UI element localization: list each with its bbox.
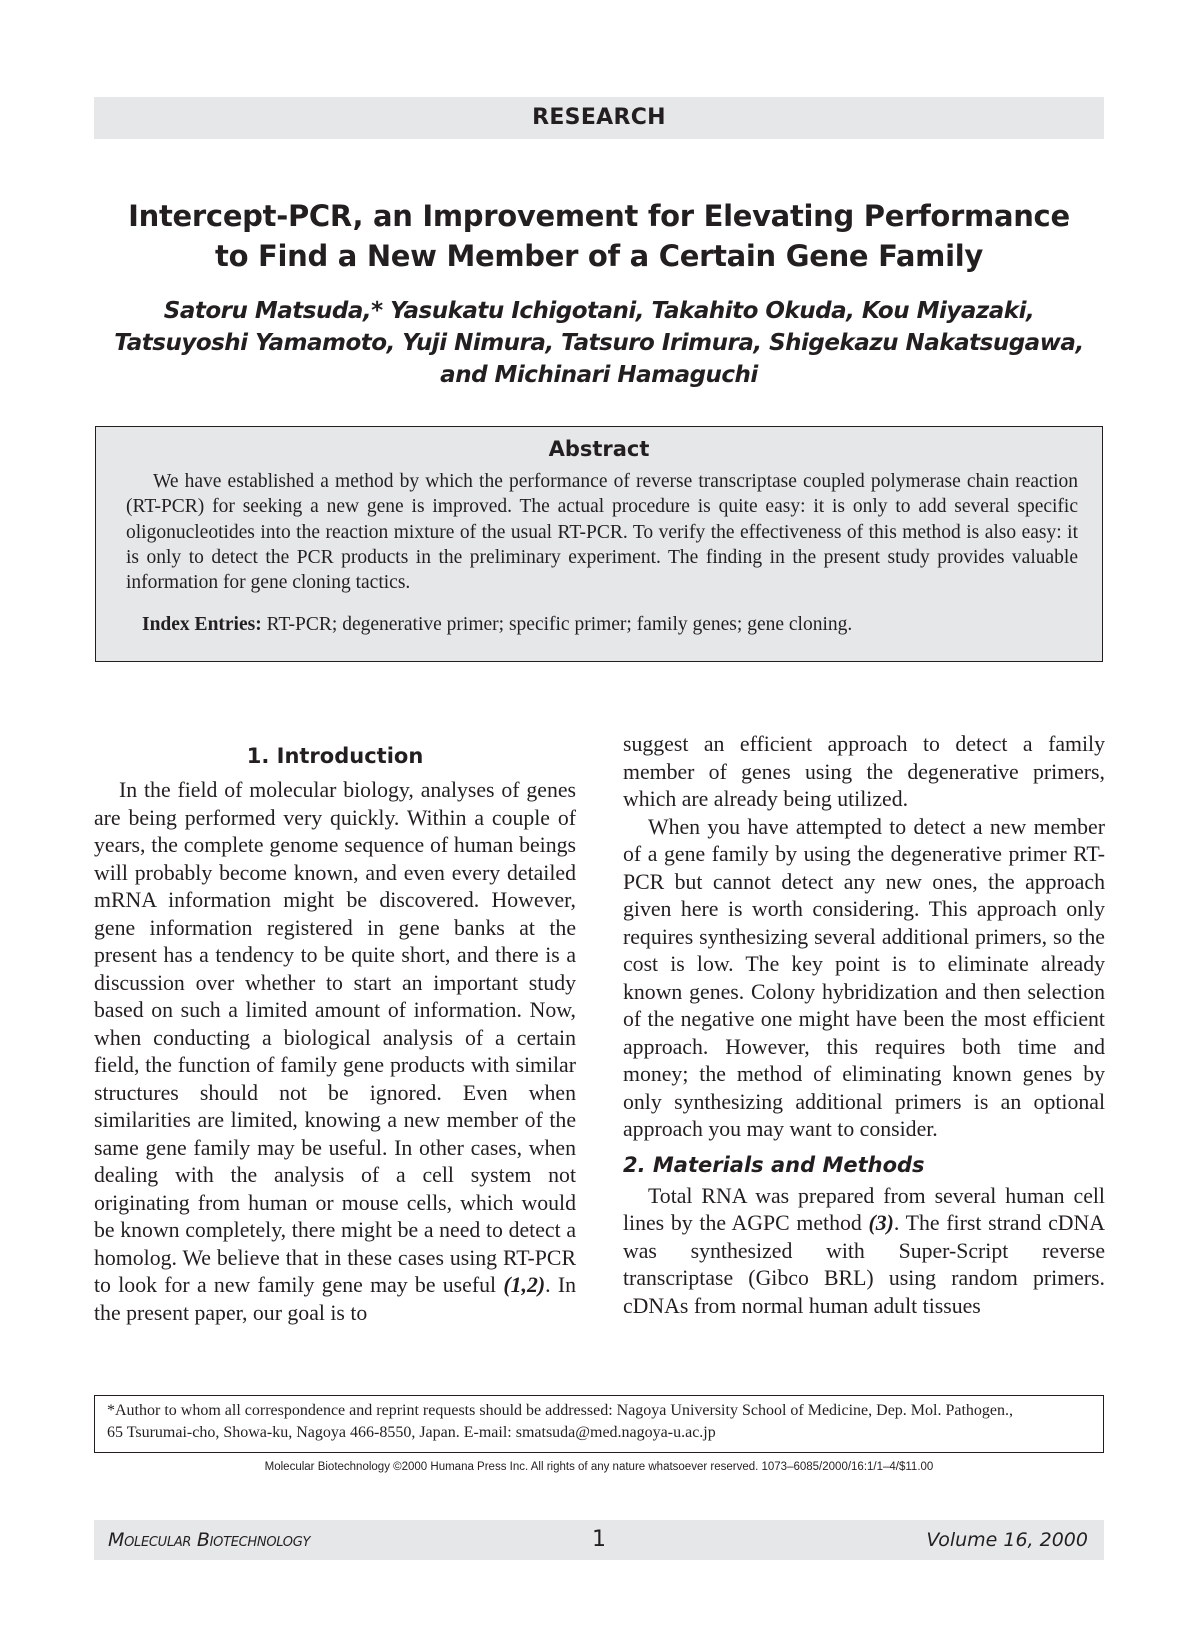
footnote-line-2: 65 Tsurumai-cho, Showa-ku, Nagoya 466-8550, Japan. E-mail: smatsuda@med.nagoya-u.ac.jp	[107, 1424, 716, 1441]
introduction-paragraph-2: When you have attempted to detect a new member of a gene family by using the degenerative primer RT-PCR but cannot detect any new ones, the approach given here is worth considering. This approach only requires synthesizing several additional primers, so the cost is low. The key point is to eliminate already known genes. Colony hybridization and then selection of the negative one might have been the most efficient approach. However, this requires both time and money; the method of eliminating known genes by only synthesizing additional primers is an optional approach you may want to consider.	[623, 814, 1105, 1141]
footer-volume: Volume 16, 2000	[926, 1529, 1088, 1551]
abstract-box	[95, 426, 1103, 662]
abstract-heading: Abstract	[548, 437, 650, 461]
citation-1-2: (1,2)	[503, 1273, 546, 1297]
right-column	[623, 731, 1105, 1320]
introduction-paragraph-1-continued: suggest an efficient approach to detect a family member of genes using the degenerative primers, which are already being utilized.	[623, 732, 1105, 811]
index-entries-terms: RT-PCR; degenerative primer; specific primer; family genes; gene cloning.	[261, 614, 853, 635]
introduction-paragraph-1	[94, 777, 576, 1327]
section-header: RESEARCH	[94, 97, 1104, 139]
abstract-text: We have established a method by which the performance of reverse transcriptase coupled polymerase chain reaction (RT-PCR) for seeking a new gene is improved. The actual procedure is quite easy: it is only to add several specific oligonucleotides into the reaction mixture of the usual RT-PCR. To verify the effectiveness of this method is also easy: it is only to detect the PCR products in the preliminary experiment. The finding in the present study provides valuable information for gene cloning tactics.	[126, 471, 1078, 594]
methods-paragraph-1	[623, 1183, 1105, 1321]
introduction-heading: 1. Introduction	[246, 744, 424, 768]
left-column	[94, 742, 576, 1327]
methods-text-b: . The first strand cDNA was synthesized with Super-Script reverse transcriptase (Gibco BRL) using random primers. cDNAs from normal human adult tissues	[623, 1211, 1105, 1318]
page-number: 1	[592, 1527, 606, 1552]
article-title	[94, 196, 1104, 276]
page-footer	[94, 1520, 1104, 1560]
authors-line-1: Satoru Matsuda,* Yasukatu Ichigotani, Takahito Okuda, Kou Miyazaki,	[163, 298, 1035, 324]
methods-heading: 2. Materials and Methods	[623, 1152, 925, 1177]
index-entries	[126, 612, 1078, 637]
intro-text-a: In the field of molecular biology, analyses of genes are being performed very quickly. Within a couple of years, the complete genome sequence of human beings will probably become known, and even every detailed mRNA information might be discovered. However, gene information registered in gene banks at the present has a tendency to be quite short, and there is a discussion over whether to start an important study based on such a limited amount of information. Now, when conducting a biological analysis of a certain field, the function of family gene products with similar structures should not be ignored. Even when similarities are limited, knowing a new member of the same gene family may be useful. In other cases, when dealing with the analysis of a cell system not originating from human or mouse cells, which would be known completely, there might be a need to detect a homolog. We believe that in these cases using RT-PCR to look for a new family gene may be useful	[94, 778, 576, 1297]
intro-text-b: . In the present paper, our goal is to	[94, 1273, 576, 1325]
correspondence-footnote	[94, 1395, 1104, 1453]
methods-text-a: Total RNA was prepared from several human cell lines by the AGPC method	[623, 1183, 1105, 1235]
authors-line-2: Tatsuyoshi Yamamoto, Yuji Nimura, Tatsuro Irimura, Shigekazu Nakatsugawa,	[114, 330, 1084, 356]
title-line-1: Intercept-PCR, an Improvement for Elevating Performance	[128, 199, 1070, 233]
citation-3: (3)	[868, 1211, 894, 1235]
footer-journal-name: Molecular Biotechnology	[108, 1529, 311, 1551]
footnote-line-1: *Author to whom all correspondence and reprint requests should be addressed: Nagoya University School of Medicine, Dep. Mol. Pathogen.,	[107, 1402, 1014, 1419]
index-entries-label: Index Entries:	[142, 614, 262, 635]
author-list	[94, 295, 1104, 391]
title-line-2: to Find a New Member of a Certain Gene Family	[215, 239, 983, 273]
copyright-notice: Molecular Biotechnology ©2000 Humana Press Inc. All rights of any nature whatsoever reserved. 1073–6085/2000/16:1/1–4/$11.00	[264, 1461, 934, 1473]
authors-line-3: and Michinari Hamaguchi	[440, 362, 758, 388]
